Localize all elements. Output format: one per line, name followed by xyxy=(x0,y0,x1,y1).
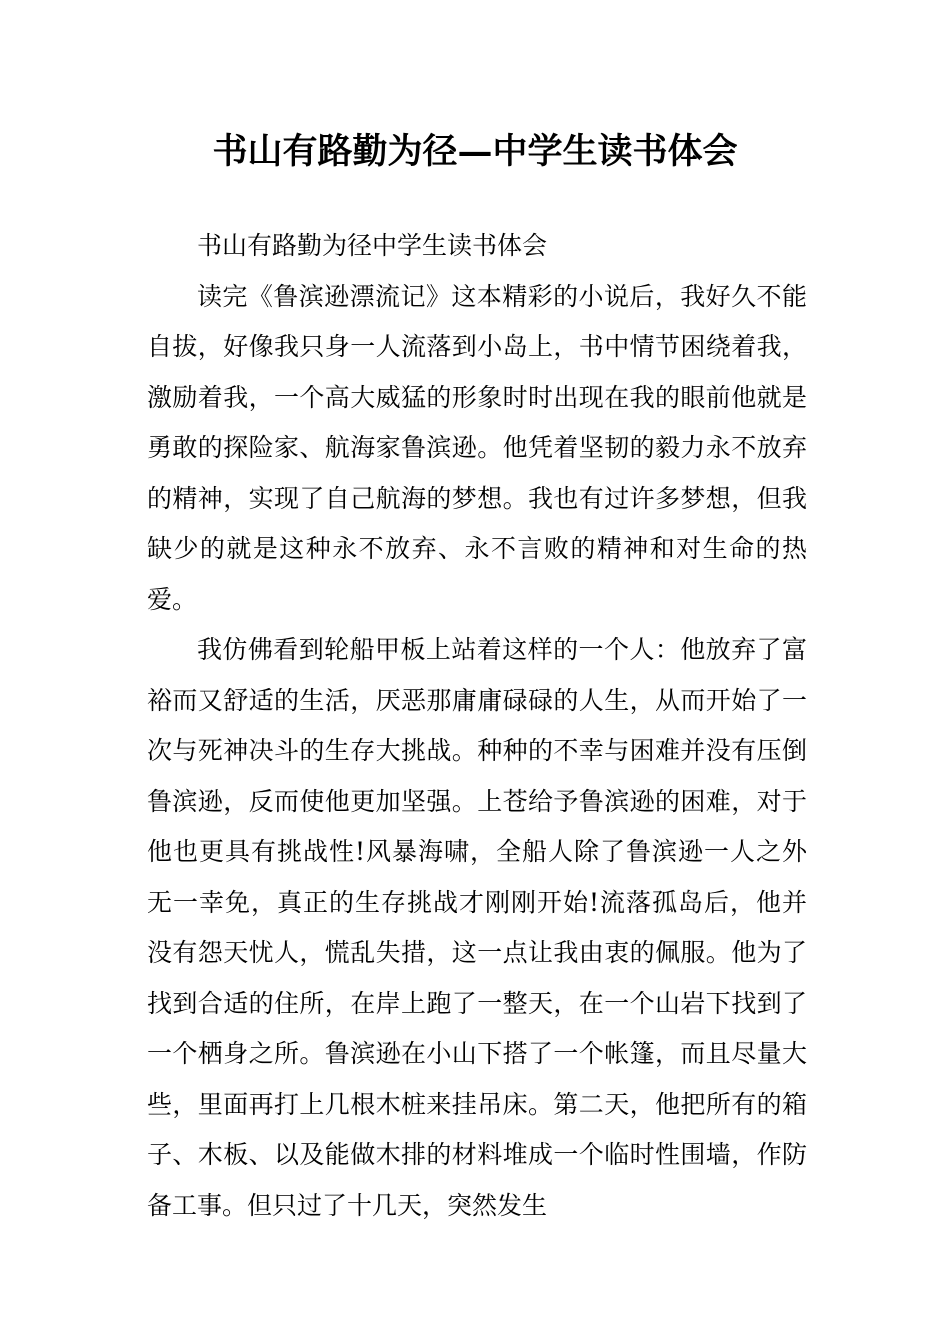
paragraph-2: 我仿佛看到轮船甲板上站着这样的一个人：他放弃了富裕而又舒适的生活，厌恶那庸庸碌碌的人生，从而开始了一次与死神决斗的生存大挑战。种种的不幸与困难并没有压倒鲁滨逊，反而使他更加坚强。上苍给予鲁滨逊的困难，对于他也更具有挑战性!风暴海啸，全船人除了鲁滨逊一人之外无一幸免，真正的生存挑战才刚刚开始!流落孤岛后，他并没有怨天忧人，慌乱失措，这一点让我由衷的佩服。他为了找到合适的住所，在岸上跑了一整天，在一个山岩下找到了一个栖身之所。鲁滨逊在小山下搭了一个帐篷，而且尽量大些，里面再打上几根木桩来挂吊床。第二天，他把所有的箱子、木板、以及能做木排的材料堆成一个临时性围墙，作防备工事。但只过了十几天，突然发生 xyxy=(147,635,807,1220)
document-body xyxy=(147,221,807,1231)
paragraph-subtitle: 书山有路勤为径中学生读书体会 xyxy=(197,231,548,260)
document-title: 书山有路勤为径—中学生读书体会 xyxy=(212,131,738,172)
paragraph-1: 读完《鲁滨逊漂流记》这本精彩的小说后，我好久不能自拔，好像我只身一人流落到小岛上，书中情节困绕着我，激励着我，一个高大威猛的形象时时出现在我的眼前他就是勇敢的探险家、航海家鲁滨逊。他凭着坚韧的毅力永不放弃的精神，实现了自己航海的梦想。我也有过许多梦想，但我缺少的就是这种永不放弃、永不言败的精神和对生命的热爱。 xyxy=(147,281,807,614)
